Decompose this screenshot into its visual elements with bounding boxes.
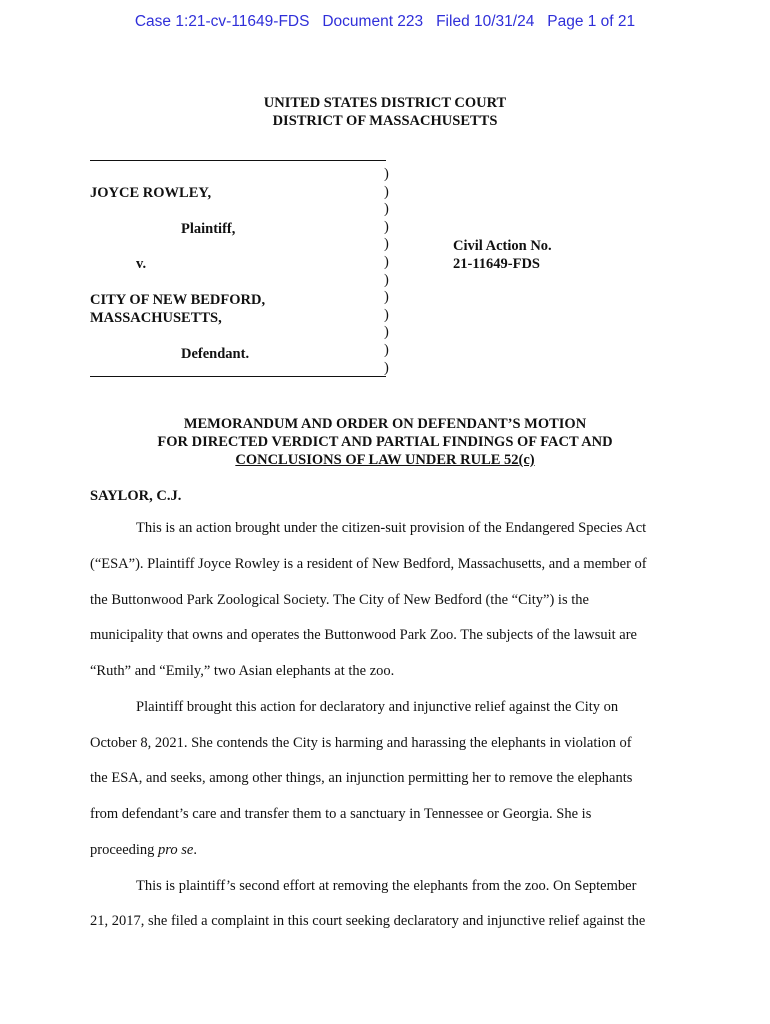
body-line: This is plaintiff’s second effort at removing the elephants from the zoo. On September — [136, 878, 637, 894]
body-line: This is an action brought under the citizen-suit provision of the Endangered Species Act — [136, 520, 647, 536]
title-line-2: FOR DIRECTED VERDICT AND PARTIAL FINDINGS OF FACT AND — [157, 434, 613, 450]
caption-bottom-rule — [90, 376, 386, 377]
caption-top-rule — [90, 160, 386, 161]
body-line — [90, 842, 197, 859]
title-line-1: MEMORANDUM AND ORDER ON DEFENDANT’S MOTION — [183, 416, 587, 432]
defendant-role: Defendant. — [181, 346, 250, 362]
body-line: from defendant’s care and transfer them to a sanctuary in Tennessee or Georgia. She is — [90, 806, 592, 822]
body-text: . — [193, 842, 197, 858]
body-line: municipality that owns and operates the Buttonwood Park Zoo. The subjects of the lawsuit are — [90, 627, 637, 643]
court-heading — [0, 94, 770, 130]
judge-name: SAYLOR, C.J. — [90, 488, 182, 504]
title-line-3: CONCLUSIONS OF LAW UNDER RULE 52(c) — [235, 452, 535, 468]
civil-action-number: 21-11649-FDS — [453, 256, 540, 272]
body-text: proceeding — [90, 842, 159, 858]
body-line: “Ruth” and “Emily,” two Asian elephants at the zoo. — [90, 663, 395, 679]
defendant-name-line1: CITY OF NEW BEDFORD, — [90, 292, 266, 308]
document-title — [0, 415, 770, 469]
body-line: (“ESA”). Plaintiff Joyce Rowley is a resident of New Bedford, Massachusetts, and a member of — [90, 556, 647, 572]
body-line: the Buttonwood Park Zoological Society. The City of New Bedford (the “City”) is the — [90, 592, 589, 608]
body-line: the ESA, and seeks, among other things, an injunction permitting her to remove the elephants — [90, 770, 633, 786]
caption-paren-column: ) ) ) ) ) ) ) ) ) ) ) ) — [384, 166, 389, 376]
defendant-name-line2: MASSACHUSETTS, — [90, 310, 222, 326]
versus: v. — [136, 256, 147, 272]
body-line: October 8, 2021. She contends the City is harming and harassing the elephants in violation of — [90, 735, 632, 751]
court-name: UNITED STATES DISTRICT COURT — [263, 95, 507, 111]
civil-action-label: Civil Action No. — [453, 238, 552, 254]
case-header: Case 1:21-cv-11649-FDS Document 223 Filed 10/31/24 Page 1 of 21 — [134, 13, 636, 30]
court-district: DISTRICT OF MASSACHUSETTS — [272, 113, 498, 129]
plaintiff-role: Plaintiff, — [181, 221, 236, 237]
plaintiff-name: JOYCE ROWLEY, — [90, 185, 212, 201]
pro-se-italic: pro se — [158, 842, 194, 858]
body-line: 21, 2017, she filed a complaint in this court seeking declaratory and injunctive relief against the — [90, 913, 646, 929]
body-line: Plaintiff brought this action for declaratory and injunctive relief against the City on — [136, 699, 619, 715]
